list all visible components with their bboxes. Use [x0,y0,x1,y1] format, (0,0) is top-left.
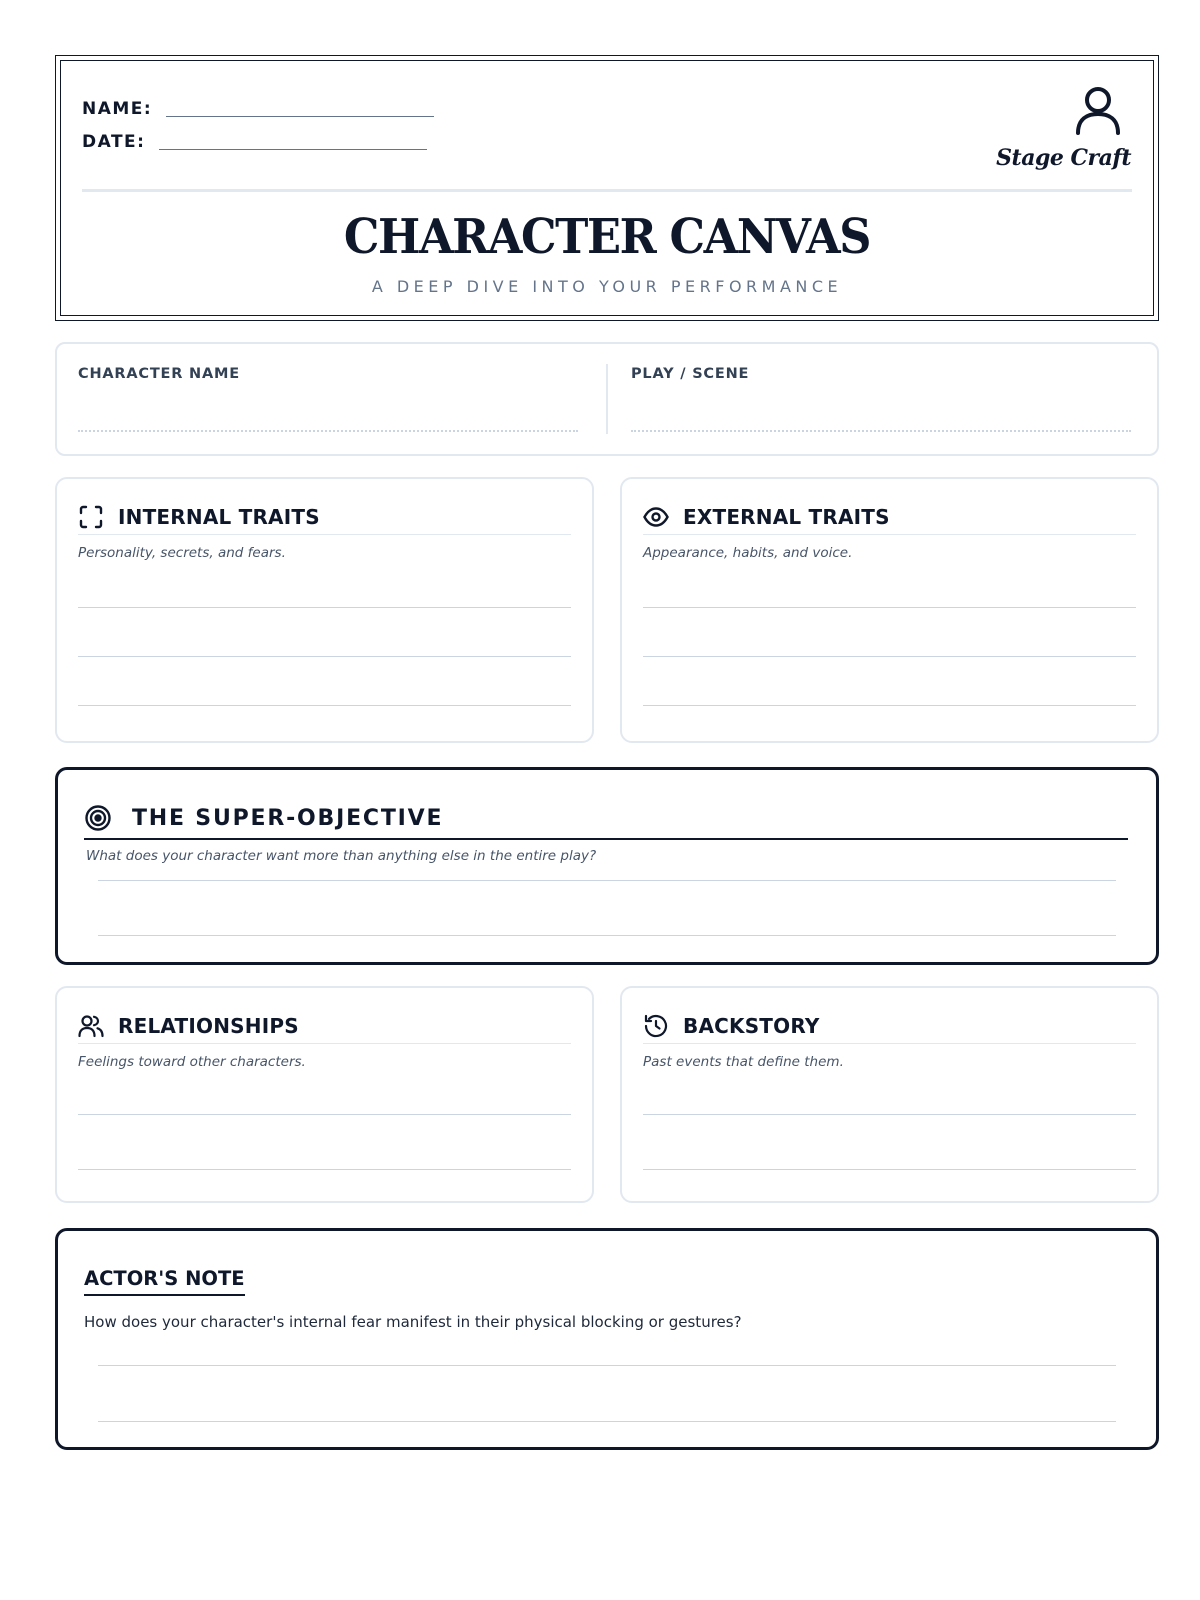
header-inner-frame [60,60,1154,316]
user-icon [1073,85,1123,137]
name-line[interactable] [166,116,434,117]
users-icon [78,1013,104,1039]
history-icon [643,1013,669,1039]
writing-line[interactable] [98,1421,1116,1422]
external-traits-title: EXTERNAL TRAITS [683,504,890,529]
date-line[interactable] [159,149,427,150]
internal-traits-header [78,499,571,535]
external-traits-card [620,477,1159,743]
writing-line[interactable] [78,1169,571,1170]
play-scene-line[interactable] [631,430,1131,432]
writing-line[interactable] [643,1169,1136,1170]
internal-traits-card [55,477,594,743]
writing-line[interactable] [643,607,1136,608]
page-title: CHARACTER CANVAS [343,209,871,265]
super-objective-header [84,798,1128,840]
writing-line[interactable] [643,705,1136,706]
character-name-field[interactable] [57,344,606,454]
character-name-line[interactable] [78,430,578,432]
logo-text: Stage Craft [996,145,1131,171]
relationships-header [78,1008,571,1044]
internal-traits-title: INTERNAL TRAITS [118,504,320,529]
relationships-subtitle: Feelings toward other characters. [78,1054,306,1070]
internal-traits-subtitle: Personality, secrets, and fears. [78,545,286,561]
play-scene-field[interactable] [608,344,1157,454]
eye-icon [643,504,669,530]
header-divider [82,189,1132,192]
external-traits-subtitle: Appearance, habits, and voice. [643,545,853,561]
scan-icon [78,504,104,530]
header-frame [55,55,1159,321]
writing-line[interactable] [98,880,1116,881]
writing-line[interactable] [98,935,1116,936]
name-label: NAME: [82,99,153,119]
play-scene-label: PLAY / SCENE [631,366,750,382]
relationships-card [55,986,594,1203]
super-objective-subtitle: What does your character want more than anything else in the entire play? [86,848,597,864]
actors-note-question: How does your character's internal fear manifest in their physical blocking or gestures? [84,1313,742,1331]
writing-line[interactable] [78,656,571,657]
backstory-title: BACKSTORY [683,1013,820,1038]
super-objective-title: THE SUPER-OBJECTIVE [132,805,444,831]
backstory-subtitle: Past events that define them. [643,1054,844,1070]
date-label: DATE: [82,132,146,152]
backstory-card [620,986,1159,1203]
character-name-label: CHARACTER NAME [78,366,240,382]
backstory-header [643,1008,1136,1044]
name-field[interactable] [82,99,434,119]
actors-note-title: ACTOR'S NOTE [84,1267,245,1296]
page-subtitle: A DEEP DIVE INTO YOUR PERFORMANCE [371,277,843,296]
writing-line[interactable] [78,1114,571,1115]
writing-line[interactable] [643,1114,1136,1115]
character-info-box [55,342,1159,456]
target-icon [84,804,112,832]
actors-note-box [55,1228,1159,1450]
super-objective-box [55,767,1159,965]
writing-line[interactable] [98,1365,1116,1366]
external-traits-header [643,499,1136,535]
date-field[interactable] [82,132,427,152]
relationships-title: RELATIONSHIPS [118,1013,299,1038]
writing-line[interactable] [78,607,571,608]
writing-line[interactable] [643,656,1136,657]
writing-line[interactable] [78,705,571,706]
